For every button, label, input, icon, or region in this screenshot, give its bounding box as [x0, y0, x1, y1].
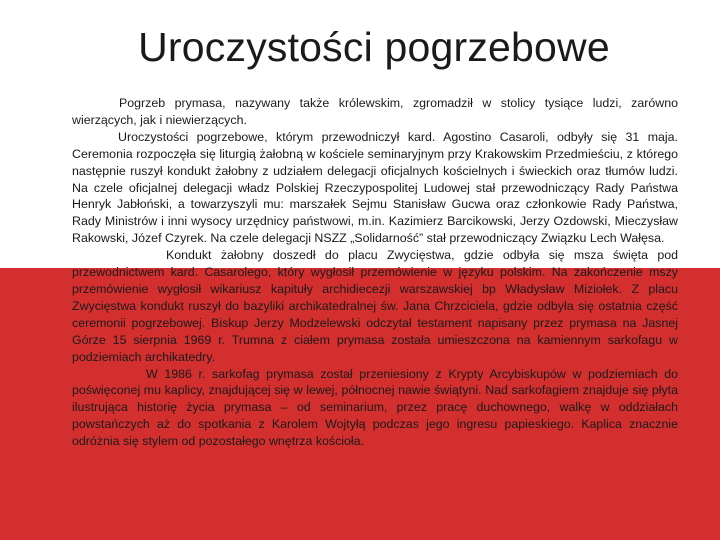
- slide-title: Uroczystości pogrzebowe: [138, 24, 610, 70]
- paragraph-sarcophagus: W 1986 r. sarkofag prymasa został przeniesiony z Krypty Arcybiskupów w podziemiach do poświęconej mu kaplicy, znajdującej się w lewej, północnej nawie świątyni. Nad sarkofagiem znajduje się płyta ilustrująca historię życia prymasa – od seminarium, przez pracę duchownego, walkę w oddziałach powstańczych aż do spotkania z Karolem Wojtyłą podczas jego ingresu papieskiego. Kaplica znacznie odróżnia się stylem od pozostałego wnętrza kościoła.: [72, 366, 678, 449]
- paragraph-ceremony: Uroczystości pogrzebowe, którym przewodniczył kard. Agostino Casaroli, odbyły się 31 maja. Ceremonia rozpoczęła się liturgią żałobną w kościele seminaryjnym przy Krakowskim Przedmieściu, z którego następnie ruszył kondukt żałobny z udziałem delegacji oficjalnych kościelnych i świeckich oraz tłumów ludzi. Na czele oficjalnej delegacji władz Polskiej Rzeczypospolitej Ludowej stał przewodniczący Rady Państwa Henryk Jabłoński, a towarzyszyli mu: marszałek Sejmu Stanisław Gucwa oraz członkowie Rady Państwa, Rady Ministrów i inni wysocy urzędnicy państwowi, m.in. Kazimierz Barcikowski, Jerzy Ozdowski, Mieczysław Rakowski, Józef Czyrek. Na czele delegacji NSZZ „Solidarność” stał przewodniczący Związku Lech Wałęsa.: [72, 129, 678, 246]
- paragraph-funeral-intro: Pogrzeb prymasa, nazywany także królewskim, zgromadził w stolicy tysiące ludzi, zarówno wierzących, jak i niewierzących.: [72, 96, 678, 127]
- paragraph-procession: Kondukt żałobny doszedł do placu Zwycięstwa, gdzie odbyła się msza święta pod przewodnictwem kard. Casarolego, który wygłosił przemówienie w języku polskim. Na zakończenie mszy przemówienie wygłosił wikariusz kapituły archidiecezji warszawskiej bp Władysław Miziołek. Z placu Zwycięstwa kondukt ruszył do bazyliki archikatedralnej św. Jana Chrzciciela, gdzie odbyła się ostatnia część ceremonii pogrzebowej. Biskup Jerzy Modzelewski odczytał testament napisany przez prymasa na Jasnej Górze 15 sierpnia 1969 r. Trumna z ciałem prymasa została umieszczona na kamiennym sarkofagu w podziemiach archikatedry.: [72, 248, 678, 364]
- slide-body: [72, 95, 678, 450]
